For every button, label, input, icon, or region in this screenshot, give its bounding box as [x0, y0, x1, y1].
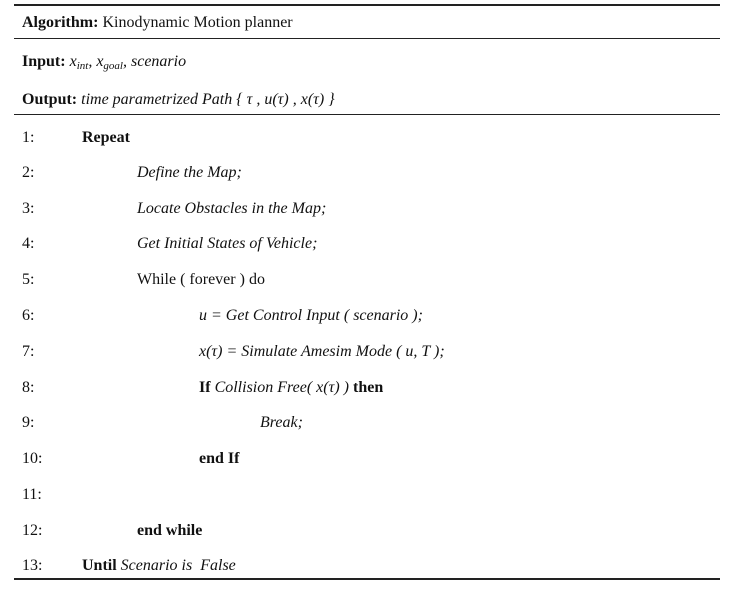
input-x-int: $x_{int}$: [69, 53, 89, 72]
algo-line-6: [0, 307, 735, 329]
line-number: 7:: [22, 343, 35, 360]
algo-line-12: [0, 522, 735, 544]
input-label: Input:: [22, 53, 66, 70]
statement: Locate Obstacles in the Map;: [137, 200, 327, 217]
keyword-until: Until: [82, 557, 117, 574]
statement: Break;: [260, 414, 303, 431]
algo-line-1: [0, 129, 735, 151]
input-scenario: scenario: [130, 53, 187, 70]
algo-line-7: [0, 343, 735, 365]
line-number: 11:: [22, 486, 42, 503]
keyword-if: If: [199, 379, 211, 396]
algorithm-label: Algorithm:: [22, 14, 99, 31]
algorithm-title: [22, 14, 293, 32]
algo-line-2: [0, 164, 735, 186]
until-condition: Scenario is False: [116, 557, 236, 574]
output-label: Output:: [22, 91, 78, 108]
io-rule: [14, 114, 720, 115]
algo-line-10: [0, 450, 735, 472]
while-statement: While ( forever ) do: [137, 271, 265, 288]
if-condition: Collision Free( x(τ) ): [210, 379, 353, 396]
algo-line-11: [0, 486, 735, 508]
line-number: 2:: [22, 164, 35, 181]
keyword-end-if: end If: [199, 450, 240, 467]
algo-line-9: [0, 414, 735, 436]
if-statement: [199, 379, 383, 397]
statement: Define the Map;: [137, 164, 242, 181]
keyword-repeat: Repeat: [82, 129, 130, 146]
line-number: 3:: [22, 200, 35, 217]
line-number: 6:: [22, 307, 35, 324]
algo-line-13: [0, 557, 735, 579]
line-number: 4:: [22, 235, 35, 252]
line-number: 10:: [22, 450, 43, 467]
algorithm-name: Kinodynamic Motion planner: [102, 14, 293, 31]
algo-line-8: [0, 379, 735, 401]
input-x-goal: $x_{goal}$: [96, 53, 123, 72]
header-rule: [14, 38, 720, 39]
algo-line-3: [0, 200, 735, 222]
algo-line-4: [0, 235, 735, 257]
line-number: 13:: [22, 557, 43, 574]
algo-line-5: [0, 271, 735, 293]
until-statement: [82, 557, 236, 575]
statement: u = Get Control Input ( scenario );: [199, 307, 423, 324]
line-number: 1:: [22, 129, 35, 146]
output-line: [22, 91, 335, 109]
line-number: 5:: [22, 271, 35, 288]
output-text: time parametrized Path { τ , u(τ) , x(τ) }: [81, 91, 335, 108]
top-rule: [14, 4, 720, 6]
input-line: Input: $x_{int}$, $x_{goal}$, scenario: [22, 53, 187, 72]
keyword-end-while: end while: [137, 522, 203, 539]
keyword-then: then: [353, 379, 384, 396]
line-number: 12:: [22, 522, 43, 539]
statement: Get Initial States of Vehicle;: [137, 235, 318, 252]
line-number: 8:: [22, 379, 35, 396]
line-number: 9:: [22, 414, 35, 431]
statement: x(τ) = Simulate Amesim Mode ( u, T );: [199, 343, 445, 360]
